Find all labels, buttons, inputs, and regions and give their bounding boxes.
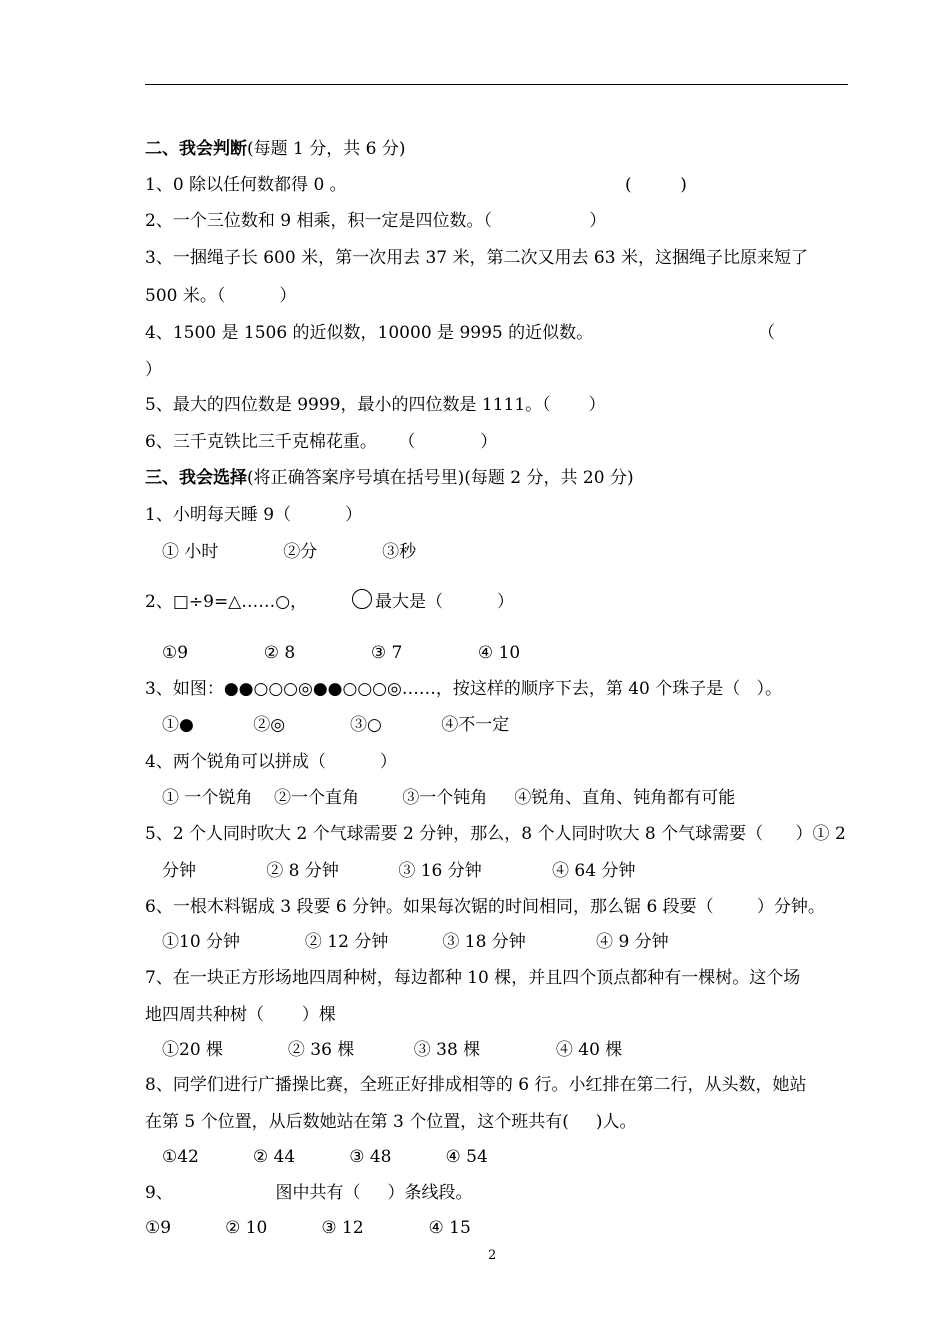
section3-heading-bold: 三、我会选择 — [145, 468, 247, 488]
judge-q6: 6、三千克铁比三千克棉花重。 （ ） — [145, 432, 498, 452]
section2-heading — [145, 137, 406, 161]
choice-q8-options: ①42 ② 44 ③ 48 ④ 54 — [162, 1147, 488, 1167]
section2-heading-rest: (每题 1 分，共 6 分) — [247, 139, 406, 159]
choice-q4-options: ① 一个锐角 ②一个直角 ③一个钝角 ④锐角、直角、钝角都有可能 — [162, 788, 736, 808]
judge-q3-line2: 500 米。（ ） — [145, 286, 297, 306]
choice-q7-line2: 地四周共种树（ ）棵 — [145, 1005, 336, 1025]
choice-q5-line1: 5、2 个人同时吹大 2 个气球需要 2 分钟，那么，8 个人同时吹大 8 个气球需要（ ）① 2 — [145, 824, 846, 844]
choice-q7-options: ①20 棵 ② 36 棵 ③ 38 棵 ④ 40 棵 — [162, 1040, 623, 1060]
choice-q8-line2: 在第 5 个位置，从后数她站在第 3 个位置，这个班共有( )人。 — [145, 1112, 637, 1132]
judge-q3-line1: 3、一捆绳子长 600 米，第一次用去 37 米，第二次又用去 63 米，这捆绳子比原来短了 — [145, 248, 808, 268]
choice-q9-options: ①9 ② 10 ③ 12 ④ 15 — [145, 1218, 471, 1238]
judge-q4-line1: 4、1500 是 1506 的近似数，10000 是 9995 的近似数。 — [145, 323, 594, 343]
judge-q1-answer-paren[interactable]: ( ) — [625, 175, 687, 195]
choice-q6-options: ①10 分钟 ② 12 分钟 ③ 18 分钟 ④ 9 分钟 — [162, 932, 669, 952]
choice-q5-line2: 分钟 ② 8 分钟 ③ 16 分钟 ④ 64 分钟 — [162, 861, 636, 881]
section3-heading-rest: (将正确答案序号填在括号里)(每题 2 分，共 20 分) — [247, 468, 634, 488]
choice-q3-options: ①● ②◎ ③○ ④不一定 — [162, 715, 510, 735]
judge-q4-paren-open: （ — [758, 323, 775, 343]
section3-heading — [145, 466, 634, 490]
header-rule — [145, 84, 848, 85]
page-number: 2 — [488, 1248, 497, 1263]
choice-q2-left: 2、□÷9=△……○， — [145, 592, 308, 612]
choice-q1: 1、小明每天睡 9（ ） — [145, 505, 363, 525]
choice-q1-options: ① 小时 ②分 ③秒 — [162, 542, 417, 562]
choice-q8-line1: 8、同学们进行广播操比赛，全班正好排成相等的 6 行。小红排在第二行，从头数，她站 — [145, 1075, 807, 1095]
choice-q2-right: 最大是（ ） — [375, 592, 515, 612]
judge-q1: 1、0 除以任何数都得 0 。 — [145, 175, 347, 195]
choice-q2-options: ①9 ② 8 ③ 7 ④ 10 — [162, 643, 521, 663]
judge-q2: 2、一个三位数和 9 相乘，积一定是四位数。（ ） — [145, 211, 607, 231]
choice-q9: 9、 图中共有（ ）条线段。 — [145, 1183, 473, 1203]
section2-heading-bold: 二、我会判断 — [145, 139, 247, 159]
judge-q4-line2: ） — [145, 360, 162, 380]
choice-q6: 6、一根木料锯成 3 段要 6 分钟。如果每次锯的时间相同，那么锯 6 段要（ ）分钟。 — [145, 897, 825, 917]
circle-icon — [352, 589, 372, 609]
choice-q3: 3、如图：●●○○○◎●●○○○◎……，按这样的顺序下去，第 40 个珠子是（ ）。 — [145, 679, 782, 699]
choice-q4: 4、两个锐角可以拼成（ ） — [145, 752, 397, 772]
choice-q7-line1: 7、在一块正方形场地四周种树，每边都种 10 棵，并且四个顶点都种有一棵树。这个场 — [145, 968, 801, 988]
judge-q5: 5、最大的四位数是 9999，最小的四位数是 1111。（ ） — [145, 395, 606, 415]
